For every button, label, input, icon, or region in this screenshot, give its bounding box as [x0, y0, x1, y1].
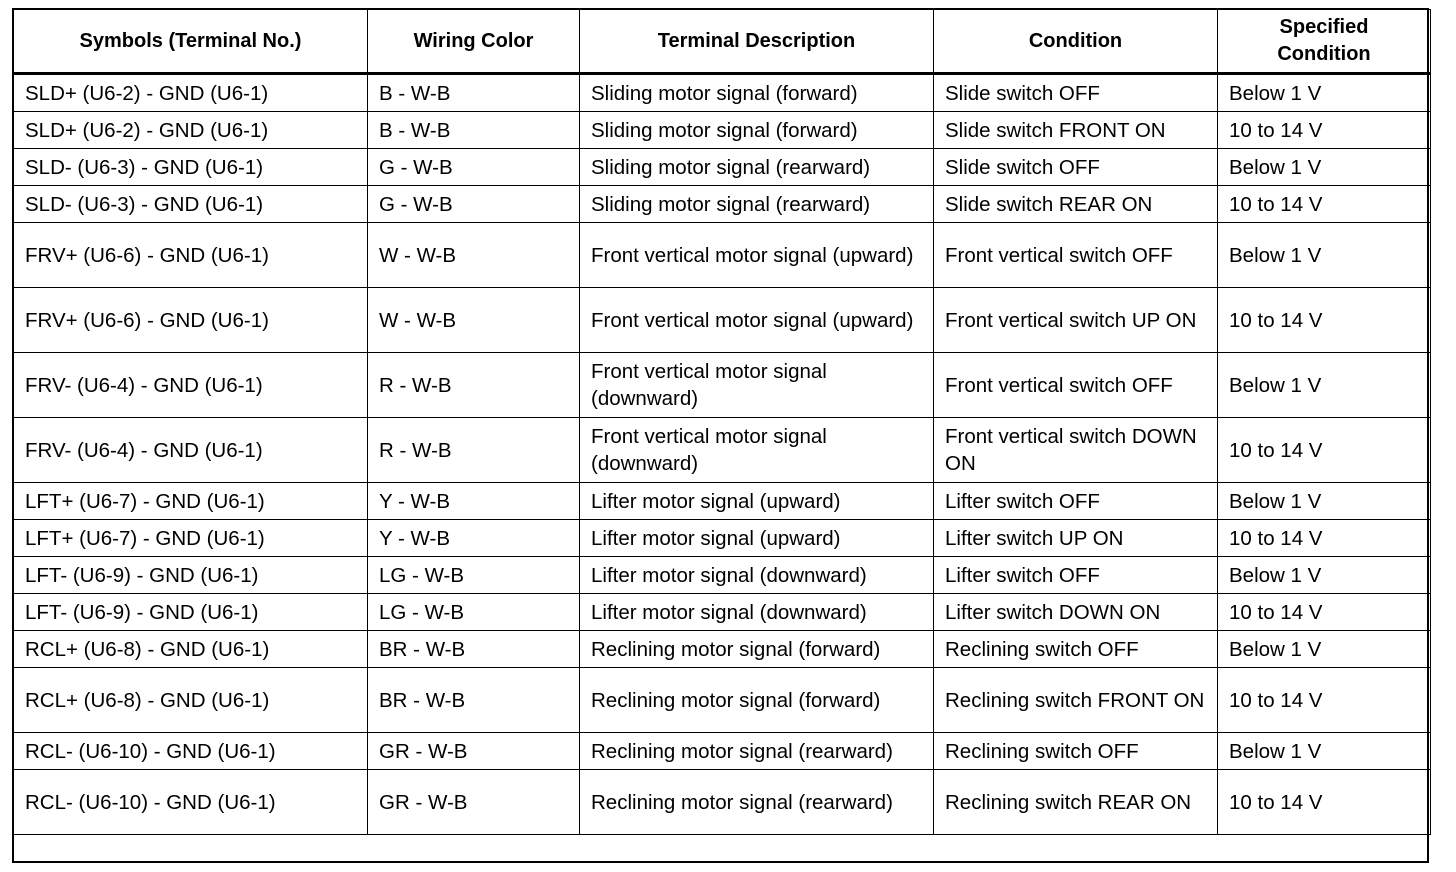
table-body	[14, 74, 1431, 835]
table-row	[14, 112, 1431, 149]
cell-specified: 10 to 14 V	[1218, 520, 1431, 557]
cell-wiring-color: GR - W-B	[368, 733, 580, 770]
cell-wiring-color: R - W-B	[368, 418, 580, 483]
cell-wiring-color: R - W-B	[368, 353, 580, 418]
cell-description: Reclining motor signal (rearward)	[580, 733, 934, 770]
cell-specified: Below 1 V	[1218, 223, 1431, 288]
cell-symbol: FRV- (U6-4) - GND (U6-1)	[14, 353, 368, 418]
cell-specified: Below 1 V	[1218, 149, 1431, 186]
cell-description: Reclining motor signal (forward)	[580, 668, 934, 733]
header-wiring-color: Wiring Color	[368, 10, 580, 74]
cell-specified: 10 to 14 V	[1218, 594, 1431, 631]
cell-specified: Below 1 V	[1218, 733, 1431, 770]
cell-wiring-color: B - W-B	[368, 74, 580, 112]
cell-description: Front vertical motor signal (downward)	[580, 418, 934, 483]
table-row	[14, 418, 1431, 483]
cell-symbol: RCL+ (U6-8) - GND (U6-1)	[14, 668, 368, 733]
table-row	[14, 557, 1431, 594]
cell-specified: Below 1 V	[1218, 631, 1431, 668]
cell-symbol: RCL+ (U6-8) - GND (U6-1)	[14, 631, 368, 668]
cell-condition: Slide switch OFF	[934, 74, 1218, 112]
cell-symbol: RCL- (U6-10) - GND (U6-1)	[14, 770, 368, 835]
cell-condition: Lifter switch OFF	[934, 557, 1218, 594]
table-header	[14, 10, 1431, 74]
cell-description: Sliding motor signal (forward)	[580, 112, 934, 149]
cell-specified: Below 1 V	[1218, 353, 1431, 418]
cell-symbol: FRV- (U6-4) - GND (U6-1)	[14, 418, 368, 483]
cell-specified: Below 1 V	[1218, 557, 1431, 594]
table-row	[14, 631, 1431, 668]
cell-wiring-color: LG - W-B	[368, 557, 580, 594]
cell-symbol: LFT- (U6-9) - GND (U6-1)	[14, 557, 368, 594]
cell-symbol: SLD- (U6-3) - GND (U6-1)	[14, 149, 368, 186]
cell-description: Front vertical motor signal (upward)	[580, 223, 934, 288]
cell-specified: 10 to 14 V	[1218, 186, 1431, 223]
cell-specified: Below 1 V	[1218, 483, 1431, 520]
table-row	[14, 668, 1431, 733]
cell-specified: 10 to 14 V	[1218, 112, 1431, 149]
cell-specified: 10 to 14 V	[1218, 288, 1431, 353]
header-symbols: Symbols (Terminal No.)	[14, 10, 368, 74]
header-condition: Condition	[934, 10, 1218, 74]
cell-wiring-color: B - W-B	[368, 112, 580, 149]
cell-symbol: FRV+ (U6-6) - GND (U6-1)	[14, 223, 368, 288]
cell-symbol: SLD- (U6-3) - GND (U6-1)	[14, 186, 368, 223]
cell-condition: Front vertical switch DOWN ON	[934, 418, 1218, 483]
header-specified-condition: Specified Condition	[1218, 10, 1431, 74]
table-row	[14, 594, 1431, 631]
cell-description: Sliding motor signal (rearward)	[580, 149, 934, 186]
cell-description: Reclining motor signal (rearward)	[580, 770, 934, 835]
table-row	[14, 74, 1431, 112]
cell-condition: Reclining switch OFF	[934, 631, 1218, 668]
cell-condition: Reclining switch FRONT ON	[934, 668, 1218, 733]
header-terminal-description: Terminal Description	[580, 10, 934, 74]
cell-description: Lifter motor signal (downward)	[580, 557, 934, 594]
table-row	[14, 186, 1431, 223]
cell-symbol: LFT- (U6-9) - GND (U6-1)	[14, 594, 368, 631]
cell-condition: Slide switch FRONT ON	[934, 112, 1218, 149]
cell-condition: Front vertical switch OFF	[934, 223, 1218, 288]
table-row	[14, 520, 1431, 557]
cell-condition: Slide switch OFF	[934, 149, 1218, 186]
cell-description: Front vertical motor signal (upward)	[580, 288, 934, 353]
cell-symbol: LFT+ (U6-7) - GND (U6-1)	[14, 483, 368, 520]
header-row	[14, 10, 1431, 74]
cell-wiring-color: W - W-B	[368, 288, 580, 353]
cell-symbol: LFT+ (U6-7) - GND (U6-1)	[14, 520, 368, 557]
cell-description: Lifter motor signal (upward)	[580, 520, 934, 557]
cell-wiring-color: Y - W-B	[368, 520, 580, 557]
cell-wiring-color: BR - W-B	[368, 631, 580, 668]
table-row	[14, 288, 1431, 353]
cell-symbol: SLD+ (U6-2) - GND (U6-1)	[14, 74, 368, 112]
cell-symbol: FRV+ (U6-6) - GND (U6-1)	[14, 288, 368, 353]
cell-wiring-color: LG - W-B	[368, 594, 580, 631]
cell-condition: Reclining switch REAR ON	[934, 770, 1218, 835]
cell-wiring-color: W - W-B	[368, 223, 580, 288]
cell-condition: Front vertical switch OFF	[934, 353, 1218, 418]
cell-condition: Front vertical switch UP ON	[934, 288, 1218, 353]
cell-description: Front vertical motor signal (downward)	[580, 353, 934, 418]
table-row	[14, 733, 1431, 770]
cell-description: Reclining motor signal (forward)	[580, 631, 934, 668]
cell-specified: 10 to 14 V	[1218, 770, 1431, 835]
cell-condition: Lifter switch DOWN ON	[934, 594, 1218, 631]
cell-condition: Lifter switch OFF	[934, 483, 1218, 520]
cell-symbol: RCL- (U6-10) - GND (U6-1)	[14, 733, 368, 770]
cell-description: Sliding motor signal (forward)	[580, 74, 934, 112]
table-row	[14, 483, 1431, 520]
cell-wiring-color: GR - W-B	[368, 770, 580, 835]
cell-specified: 10 to 14 V	[1218, 668, 1431, 733]
cell-wiring-color: G - W-B	[368, 186, 580, 223]
table-row	[14, 223, 1431, 288]
cell-description: Lifter motor signal (upward)	[580, 483, 934, 520]
terminal-spec-table	[13, 9, 1431, 835]
cell-condition: Lifter switch UP ON	[934, 520, 1218, 557]
cell-description: Lifter motor signal (downward)	[580, 594, 934, 631]
cell-specified: Below 1 V	[1218, 74, 1431, 112]
cell-wiring-color: BR - W-B	[368, 668, 580, 733]
table-row	[14, 149, 1431, 186]
cell-specified: 10 to 14 V	[1218, 418, 1431, 483]
cell-wiring-color: G - W-B	[368, 149, 580, 186]
cell-symbol: SLD+ (U6-2) - GND (U6-1)	[14, 112, 368, 149]
cell-condition: Reclining switch OFF	[934, 733, 1218, 770]
cell-description: Sliding motor signal (rearward)	[580, 186, 934, 223]
table-row	[14, 770, 1431, 835]
cell-condition: Slide switch REAR ON	[934, 186, 1218, 223]
cell-wiring-color: Y - W-B	[368, 483, 580, 520]
table-row	[14, 353, 1431, 418]
